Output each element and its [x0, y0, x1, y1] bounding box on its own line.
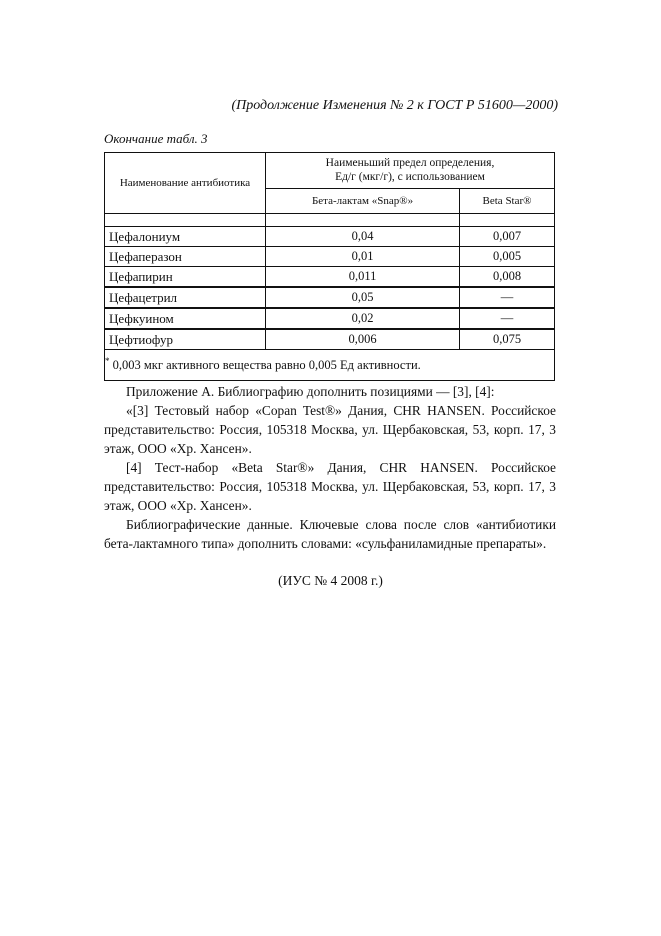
beta-star-value: — [460, 287, 555, 308]
table-row [105, 329, 555, 350]
sub-header-beta-star: Beta Star® [460, 188, 555, 213]
footnote-mark: * [105, 356, 110, 367]
col-limit-header [266, 153, 555, 189]
paragraph-ref-3: «[3] Тестовый набор «Copan Test®» Дания, CHR HANSEN. Российское представительство: Россия, 105318 Москва, ул. Щербаковская, 53, корп. 17, 3 этаж, ООО «Хр. Хансен». [104, 403, 556, 456]
antibiotic-name: Цефкуином [105, 308, 266, 329]
col-limit-header-line2: Ед/г (мкг/г), с использованием [335, 171, 485, 184]
paragraph-appendix: Приложение А. Библиографию дополнить позициями — [3], [4]: [126, 384, 495, 399]
beta-star-value: — [460, 308, 555, 329]
beta-star-value: 0,075 [460, 329, 555, 350]
sub-header-snap: Бета-лактам «Snap®» [266, 188, 460, 213]
beta-star-value: 0,005 [460, 247, 555, 267]
amendment-body-text [104, 382, 556, 553]
table-row [105, 247, 555, 267]
table-row [105, 308, 555, 329]
table-spacer-row [105, 214, 555, 227]
footnote-text: 0,003 мкг активного вещества равно 0,005 Ед активности. [109, 358, 421, 373]
col-name-header: Наименование антибиотика [105, 153, 266, 214]
antibiotic-name: Цефацетрил [105, 287, 266, 308]
snap-value: 0,006 [266, 329, 460, 350]
paragraph-keywords: Библиографические данные. Ключевые слова после слов «антибиотики бета-лактамного типа» дополнить словами: «сульфаниламидные препараты». [104, 517, 556, 551]
col-limit-header-line1: Наименьший предел определения, [325, 157, 495, 170]
antibiotic-name: Цефапирин [105, 267, 266, 288]
table-footnote-row [105, 350, 555, 381]
table-footnote [105, 350, 555, 381]
table-caption: Окончание табл. 3 [104, 131, 208, 146]
snap-value: 0,02 [266, 308, 460, 329]
table-row [105, 287, 555, 308]
snap-value: 0,011 [266, 267, 460, 288]
table-row [105, 227, 555, 247]
paragraph-ref-4: [4] Тест-набор «Beta Star®» Дания, CHR HANSEN. Российское представительство: Россия, 105318 Москва, ул. Щербаковская, 53, корп. 17, 3 этаж, ООО «Хр. Хансен». [104, 460, 556, 513]
snap-value: 0,01 [266, 247, 460, 267]
source-footer: (ИУС № 4 2008 г.) [278, 573, 383, 588]
antibiotic-limits-table [104, 152, 555, 381]
continuation-header: (Продолжение Изменения № 2 к ГОСТ Р 51600—2000) [231, 98, 558, 113]
table-row [105, 267, 555, 288]
beta-star-value: 0,008 [460, 267, 555, 288]
beta-star-value: 0,007 [460, 227, 555, 247]
antibiotic-name: Цефалониум [105, 227, 266, 247]
snap-value: 0,05 [266, 287, 460, 308]
antibiotic-name: Цефтиофур [105, 329, 266, 350]
antibiotic-name: Цефаперазон [105, 247, 266, 267]
snap-value: 0,04 [266, 227, 460, 247]
